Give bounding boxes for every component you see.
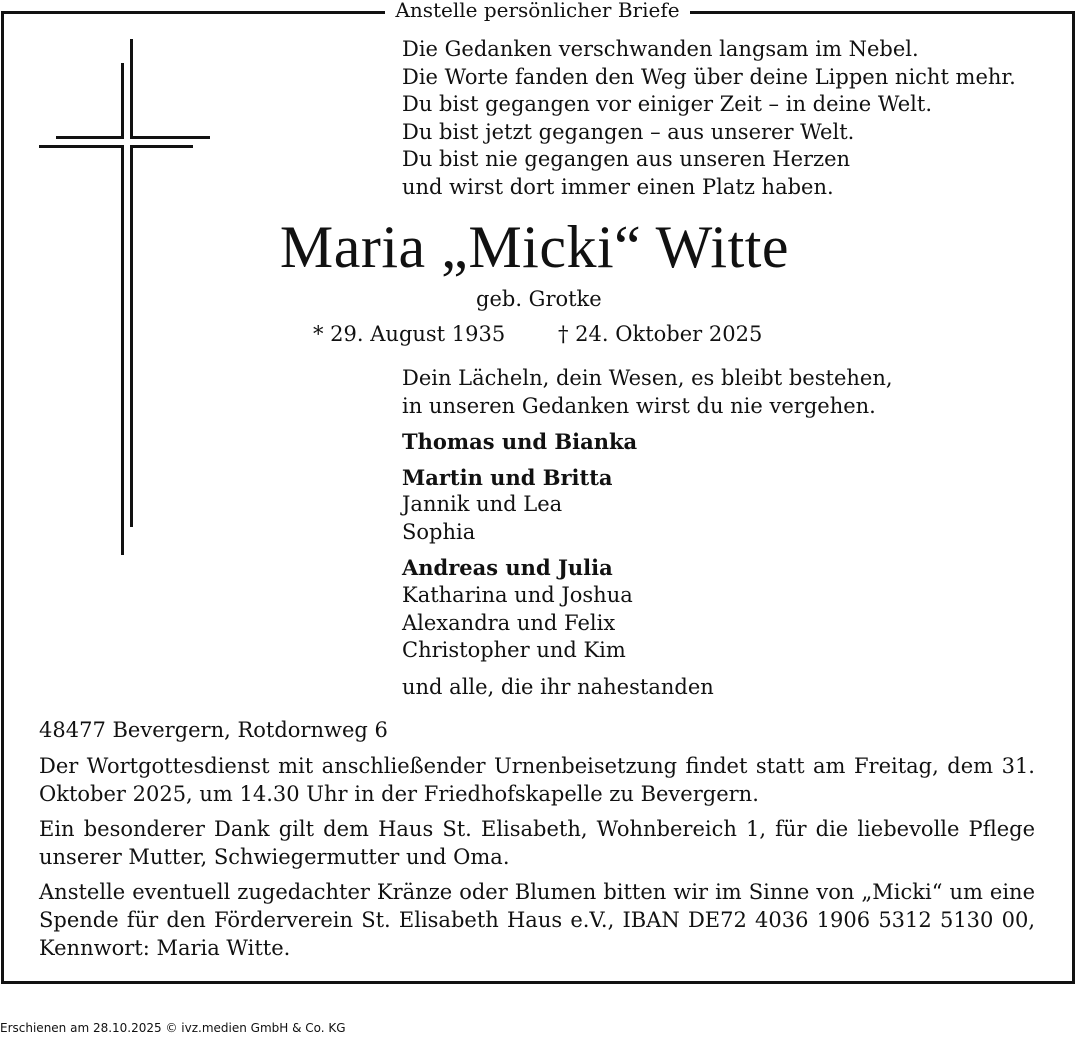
address: 48477 Bevergern, Rotdornweg 6 [39,718,388,742]
poem-line: Die Gedanken verschwanden langsam im Nebel. [402,37,919,61]
poem-line: Du bist nie gegangen aus unseren Herzen [402,147,851,172]
poem-line: Du bist jetzt gegangen – aus unserer Welt. [402,119,855,144]
family-member: Alexandra und Felix [402,610,616,635]
family-member: Katharina und Joshua [402,582,633,607]
deceased-name [0,212,1075,282]
poem [402,36,1016,202]
family-group [402,464,637,547]
family-head: Martin und Britta [402,464,613,490]
family-head: Andreas und Julia [402,555,613,581]
mourners-list [402,428,637,673]
verse-line: Dein Lächeln, dein Wesen, es bleibt bestehen, [402,366,893,390]
family-member: Jannik und Lea [402,492,563,517]
notice-paragraphs [39,753,1035,970]
publication-credit: Erschienen am 28.10.2025 © ivz.medien GmbH & Co. KG [0,1021,346,1035]
verse-line: in unseren Gedanken wirst du nie vergehen. [402,393,876,418]
family-group [402,428,637,456]
death-date: † 24. Oktober 2025 [558,322,763,346]
poem-line: Die Worte fanden den Weg über deine Lippen nicht mehr. [402,64,1016,89]
header-label-text: Anstelle persönlicher Briefe [385,0,689,22]
birth-name: geb. Grotke [476,287,602,311]
birth-date: * 29. August 1935 [313,322,506,346]
donation-paragraph: Anstelle eventuell zugedachter Kränze oder Blumen bitten wir im Sinne von „Micki“ um eine Spende für den Förderverein St. Elisabeth Haus e.V., IBAN DE72 4036 1906 5312 5130 00, Kennwort: Maria Witte. [39,880,1035,960]
family-member: Christopher und Kim [402,638,626,663]
life-dates [313,321,763,347]
deceased-name-text: Maria „Micki“ Witte [279,214,790,280]
family-group [402,554,637,664]
family-head: Thomas und Bianka [402,429,638,454]
closing-line: und alle, die ihr nahestanden [402,675,714,699]
service-paragraph: Der Wortgottesdienst mit anschließender Urnenbeisetzung findet statt am Freitag, dem 31. Oktober 2025, um 14.30 Uhr in der Friedhofskapelle zu Bevergern. [39,754,1035,806]
poem-line: und wirst dort immer einen Platz haben. [402,174,834,199]
family-member: Sophia [402,519,476,544]
verse [402,365,893,420]
poem-line: Du bist gegangen vor einiger Zeit – in deine Welt. [402,92,932,117]
thanks-paragraph: Ein besonderer Dank gilt dem Haus St. Elisabeth, Wohnbereich 1, für die liebevolle Pflege unserer Mutter, Schwiegermutter und Oma. [39,817,1035,869]
